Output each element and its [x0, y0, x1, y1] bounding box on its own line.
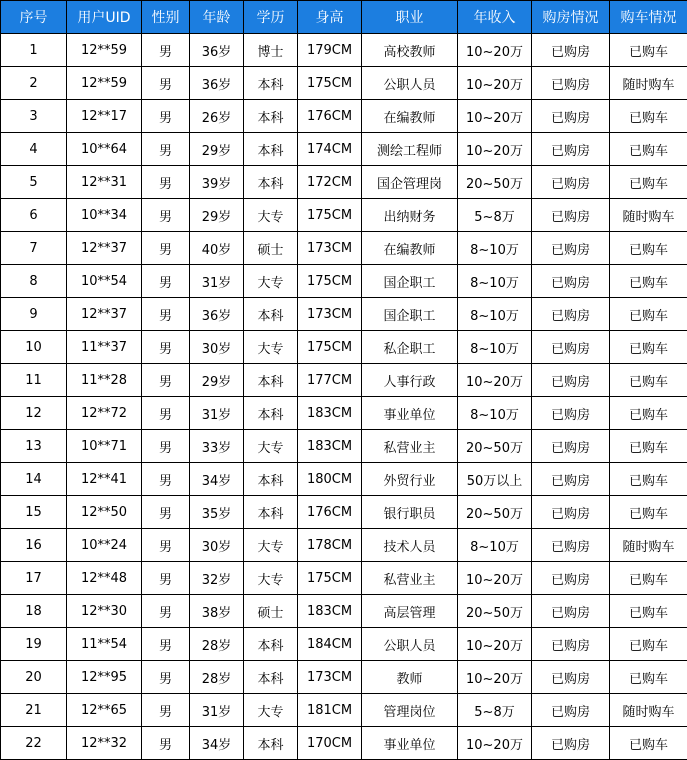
cell-car: 已购车 — [610, 463, 687, 496]
col-header-index: 序号 — [1, 1, 67, 34]
cell-height: 173CM — [298, 661, 362, 694]
cell-age: 31岁 — [190, 694, 244, 727]
cell-education: 硕士 — [244, 595, 298, 628]
cell-education: 大专 — [244, 265, 298, 298]
cell-uid: 12**31 — [67, 166, 142, 199]
cell-car: 随时购车 — [610, 694, 687, 727]
cell-uid: 12**48 — [67, 562, 142, 595]
table-row — [1, 463, 687, 496]
table-row — [1, 430, 687, 463]
cell-index: 22 — [1, 727, 67, 760]
cell-index: 15 — [1, 496, 67, 529]
cell-height: 173CM — [298, 232, 362, 265]
cell-income: 8~10万 — [458, 298, 532, 331]
table-row — [1, 298, 687, 331]
cell-gender: 男 — [142, 100, 190, 133]
cell-index: 7 — [1, 232, 67, 265]
cell-education: 本科 — [244, 133, 298, 166]
col-header-education: 学历 — [244, 1, 298, 34]
cell-housing: 已购房 — [532, 694, 610, 727]
cell-age: 31岁 — [190, 397, 244, 430]
cell-housing: 已购房 — [532, 595, 610, 628]
cell-index: 4 — [1, 133, 67, 166]
cell-gender: 男 — [142, 397, 190, 430]
cell-index: 20 — [1, 661, 67, 694]
cell-income: 8~10万 — [458, 397, 532, 430]
cell-car: 已购车 — [610, 562, 687, 595]
cell-index: 5 — [1, 166, 67, 199]
cell-education: 本科 — [244, 166, 298, 199]
cell-education: 博士 — [244, 34, 298, 67]
cell-age: 29岁 — [190, 199, 244, 232]
col-header-gender: 性别 — [142, 1, 190, 34]
cell-gender: 男 — [142, 166, 190, 199]
cell-height: 176CM — [298, 496, 362, 529]
cell-occupation: 银行职员 — [362, 496, 458, 529]
cell-car: 已购车 — [610, 331, 687, 364]
cell-occupation: 测绘工程师 — [362, 133, 458, 166]
cell-income: 8~10万 — [458, 232, 532, 265]
cell-height: 177CM — [298, 364, 362, 397]
cell-housing: 已购房 — [532, 100, 610, 133]
cell-height: 180CM — [298, 463, 362, 496]
cell-income: 10~20万 — [458, 628, 532, 661]
cell-height: 170CM — [298, 727, 362, 760]
cell-housing: 已购房 — [532, 430, 610, 463]
cell-occupation: 在编教师 — [362, 100, 458, 133]
cell-height: 174CM — [298, 133, 362, 166]
cell-occupation: 事业单位 — [362, 397, 458, 430]
cell-height: 176CM — [298, 100, 362, 133]
cell-education: 本科 — [244, 298, 298, 331]
cell-age: 33岁 — [190, 430, 244, 463]
cell-education: 大专 — [244, 562, 298, 595]
cell-car: 已购车 — [610, 595, 687, 628]
cell-age: 34岁 — [190, 727, 244, 760]
cell-gender: 男 — [142, 463, 190, 496]
cell-income: 8~10万 — [458, 529, 532, 562]
table-row — [1, 199, 687, 232]
cell-age: 28岁 — [190, 628, 244, 661]
cell-uid: 12**17 — [67, 100, 142, 133]
cell-income: 50万以上 — [458, 463, 532, 496]
col-header-height: 身高 — [298, 1, 362, 34]
cell-gender: 男 — [142, 331, 190, 364]
cell-height: 183CM — [298, 430, 362, 463]
table-row — [1, 529, 687, 562]
cell-car: 已购车 — [610, 661, 687, 694]
cell-gender: 男 — [142, 199, 190, 232]
cell-uid: 12**32 — [67, 727, 142, 760]
cell-height: 173CM — [298, 298, 362, 331]
table-body — [1, 34, 687, 760]
cell-education: 大专 — [244, 199, 298, 232]
cell-uid: 10**71 — [67, 430, 142, 463]
cell-index: 2 — [1, 67, 67, 100]
cell-housing: 已购房 — [532, 34, 610, 67]
table-row — [1, 100, 687, 133]
cell-car: 已购车 — [610, 727, 687, 760]
table-row — [1, 397, 687, 430]
cell-index: 10 — [1, 331, 67, 364]
cell-height: 178CM — [298, 529, 362, 562]
cell-index: 19 — [1, 628, 67, 661]
cell-age: 29岁 — [190, 133, 244, 166]
cell-education: 大专 — [244, 694, 298, 727]
cell-occupation: 国企职工 — [362, 298, 458, 331]
cell-car: 已购车 — [610, 628, 687, 661]
cell-index: 12 — [1, 397, 67, 430]
cell-age: 36岁 — [190, 298, 244, 331]
cell-income: 10~20万 — [458, 727, 532, 760]
cell-occupation: 公职人员 — [362, 628, 458, 661]
cell-occupation: 管理岗位 — [362, 694, 458, 727]
table-row — [1, 166, 687, 199]
cell-age: 39岁 — [190, 166, 244, 199]
cell-height: 184CM — [298, 628, 362, 661]
cell-index: 6 — [1, 199, 67, 232]
cell-uid: 12**50 — [67, 496, 142, 529]
cell-gender: 男 — [142, 694, 190, 727]
cell-age: 30岁 — [190, 331, 244, 364]
table-row — [1, 496, 687, 529]
cell-housing: 已购房 — [532, 232, 610, 265]
cell-income: 10~20万 — [458, 67, 532, 100]
col-header-income: 年收入 — [458, 1, 532, 34]
cell-income: 10~20万 — [458, 562, 532, 595]
cell-age: 28岁 — [190, 661, 244, 694]
cell-gender: 男 — [142, 67, 190, 100]
cell-education: 大专 — [244, 529, 298, 562]
cell-occupation: 教师 — [362, 661, 458, 694]
cell-index: 8 — [1, 265, 67, 298]
cell-age: 32岁 — [190, 562, 244, 595]
cell-age: 40岁 — [190, 232, 244, 265]
table-row — [1, 265, 687, 298]
cell-gender: 男 — [142, 727, 190, 760]
cell-uid: 10**64 — [67, 133, 142, 166]
cell-occupation: 国企职工 — [362, 265, 458, 298]
cell-gender: 男 — [142, 496, 190, 529]
cell-age: 29岁 — [190, 364, 244, 397]
cell-index: 21 — [1, 694, 67, 727]
cell-education: 本科 — [244, 67, 298, 100]
cell-uid: 11**54 — [67, 628, 142, 661]
cell-uid: 10**34 — [67, 199, 142, 232]
cell-uid: 11**37 — [67, 331, 142, 364]
cell-income: 10~20万 — [458, 133, 532, 166]
cell-housing: 已购房 — [532, 133, 610, 166]
cell-index: 18 — [1, 595, 67, 628]
cell-height: 175CM — [298, 331, 362, 364]
cell-occupation: 人事行政 — [362, 364, 458, 397]
cell-car: 已购车 — [610, 397, 687, 430]
cell-income: 8~10万 — [458, 265, 532, 298]
cell-car: 已购车 — [610, 34, 687, 67]
cell-education: 硕士 — [244, 232, 298, 265]
cell-occupation: 外贸行业 — [362, 463, 458, 496]
cell-gender: 男 — [142, 628, 190, 661]
cell-occupation: 国企管理岗 — [362, 166, 458, 199]
cell-housing: 已购房 — [532, 199, 610, 232]
cell-occupation: 高层管理 — [362, 595, 458, 628]
cell-age: 26岁 — [190, 100, 244, 133]
cell-uid: 12**72 — [67, 397, 142, 430]
cell-car: 已购车 — [610, 166, 687, 199]
cell-housing: 已购房 — [532, 529, 610, 562]
col-header-uid: 用户UID — [67, 1, 142, 34]
cell-housing: 已购房 — [532, 397, 610, 430]
table-row — [1, 628, 687, 661]
cell-gender: 男 — [142, 595, 190, 628]
cell-occupation: 事业单位 — [362, 727, 458, 760]
cell-uid: 12**30 — [67, 595, 142, 628]
cell-housing: 已购房 — [532, 562, 610, 595]
cell-index: 3 — [1, 100, 67, 133]
cell-uid: 12**37 — [67, 298, 142, 331]
cell-housing: 已购房 — [532, 67, 610, 100]
cell-education: 大专 — [244, 430, 298, 463]
cell-occupation: 私营业主 — [362, 430, 458, 463]
cell-occupation: 技术人员 — [362, 529, 458, 562]
cell-gender: 男 — [142, 265, 190, 298]
cell-education: 本科 — [244, 496, 298, 529]
cell-car: 已购车 — [610, 100, 687, 133]
cell-age: 35岁 — [190, 496, 244, 529]
cell-car: 已购车 — [610, 364, 687, 397]
cell-housing: 已购房 — [532, 265, 610, 298]
table-row — [1, 67, 687, 100]
cell-index: 13 — [1, 430, 67, 463]
cell-uid: 11**28 — [67, 364, 142, 397]
cell-occupation: 公职人员 — [362, 67, 458, 100]
cell-occupation: 出纳财务 — [362, 199, 458, 232]
cell-education: 本科 — [244, 100, 298, 133]
cell-gender: 男 — [142, 661, 190, 694]
cell-income: 10~20万 — [458, 100, 532, 133]
cell-income: 20~50万 — [458, 595, 532, 628]
cell-gender: 男 — [142, 430, 190, 463]
cell-gender: 男 — [142, 34, 190, 67]
cell-car: 随时购车 — [610, 529, 687, 562]
cell-gender: 男 — [142, 364, 190, 397]
cell-housing: 已购房 — [532, 727, 610, 760]
cell-gender: 男 — [142, 562, 190, 595]
cell-index: 14 — [1, 463, 67, 496]
cell-housing: 已购房 — [532, 331, 610, 364]
cell-occupation: 私营业主 — [362, 562, 458, 595]
cell-age: 38岁 — [190, 595, 244, 628]
table-row — [1, 661, 687, 694]
col-header-age: 年龄 — [190, 1, 244, 34]
cell-income: 5~8万 — [458, 199, 532, 232]
cell-income: 10~20万 — [458, 661, 532, 694]
cell-height: 175CM — [298, 265, 362, 298]
cell-gender: 男 — [142, 298, 190, 331]
cell-gender: 男 — [142, 232, 190, 265]
cell-education: 本科 — [244, 364, 298, 397]
cell-occupation: 高校教师 — [362, 34, 458, 67]
cell-car: 随时购车 — [610, 67, 687, 100]
table-row — [1, 562, 687, 595]
cell-income: 20~50万 — [458, 166, 532, 199]
table-row — [1, 364, 687, 397]
cell-height: 179CM — [298, 34, 362, 67]
cell-uid: 12**37 — [67, 232, 142, 265]
cell-age: 36岁 — [190, 67, 244, 100]
table-row — [1, 331, 687, 364]
cell-uid: 12**95 — [67, 661, 142, 694]
cell-housing: 已购房 — [532, 364, 610, 397]
cell-education: 本科 — [244, 397, 298, 430]
cell-income: 20~50万 — [458, 430, 532, 463]
cell-height: 172CM — [298, 166, 362, 199]
cell-car: 随时购车 — [610, 199, 687, 232]
cell-uid: 10**24 — [67, 529, 142, 562]
cell-education: 本科 — [244, 628, 298, 661]
cell-gender: 男 — [142, 133, 190, 166]
cell-uid: 12**59 — [67, 34, 142, 67]
col-header-occupation: 职业 — [362, 1, 458, 34]
cell-car: 已购车 — [610, 298, 687, 331]
cell-uid: 12**65 — [67, 694, 142, 727]
cell-height: 175CM — [298, 67, 362, 100]
table-row — [1, 595, 687, 628]
cell-education: 本科 — [244, 661, 298, 694]
cell-height: 175CM — [298, 199, 362, 232]
cell-housing: 已购房 — [532, 661, 610, 694]
cell-height: 183CM — [298, 397, 362, 430]
table-row — [1, 727, 687, 760]
table-header-row — [1, 1, 687, 34]
cell-age: 31岁 — [190, 265, 244, 298]
cell-housing: 已购房 — [532, 628, 610, 661]
cell-education: 本科 — [244, 727, 298, 760]
cell-age: 30岁 — [190, 529, 244, 562]
col-header-car: 购车情况 — [610, 1, 687, 34]
col-header-housing: 购房情况 — [532, 1, 610, 34]
cell-age: 36岁 — [190, 34, 244, 67]
cell-index: 17 — [1, 562, 67, 595]
cell-gender: 男 — [142, 529, 190, 562]
cell-car: 已购车 — [610, 133, 687, 166]
table-row — [1, 694, 687, 727]
cell-income: 20~50万 — [458, 496, 532, 529]
cell-income: 5~8万 — [458, 694, 532, 727]
cell-height: 175CM — [298, 562, 362, 595]
cell-car: 已购车 — [610, 265, 687, 298]
cell-height: 181CM — [298, 694, 362, 727]
cell-height: 183CM — [298, 595, 362, 628]
cell-housing: 已购房 — [532, 496, 610, 529]
cell-housing: 已购房 — [532, 463, 610, 496]
cell-index: 11 — [1, 364, 67, 397]
cell-income: 10~20万 — [458, 34, 532, 67]
cell-occupation: 私企职工 — [362, 331, 458, 364]
cell-car: 已购车 — [610, 496, 687, 529]
cell-occupation: 在编教师 — [362, 232, 458, 265]
cell-income: 10~20万 — [458, 364, 532, 397]
cell-car: 已购车 — [610, 232, 687, 265]
cell-car: 已购车 — [610, 430, 687, 463]
cell-index: 1 — [1, 34, 67, 67]
cell-income: 8~10万 — [458, 331, 532, 364]
cell-housing: 已购房 — [532, 166, 610, 199]
table-row — [1, 34, 687, 67]
cell-age: 34岁 — [190, 463, 244, 496]
cell-housing: 已购房 — [532, 298, 610, 331]
cell-index: 9 — [1, 298, 67, 331]
cell-uid: 12**41 — [67, 463, 142, 496]
cell-education: 本科 — [244, 463, 298, 496]
table-row — [1, 133, 687, 166]
cell-index: 16 — [1, 529, 67, 562]
cell-uid: 12**59 — [67, 67, 142, 100]
table-row — [1, 232, 687, 265]
cell-education: 大专 — [244, 331, 298, 364]
cell-uid: 10**54 — [67, 265, 142, 298]
